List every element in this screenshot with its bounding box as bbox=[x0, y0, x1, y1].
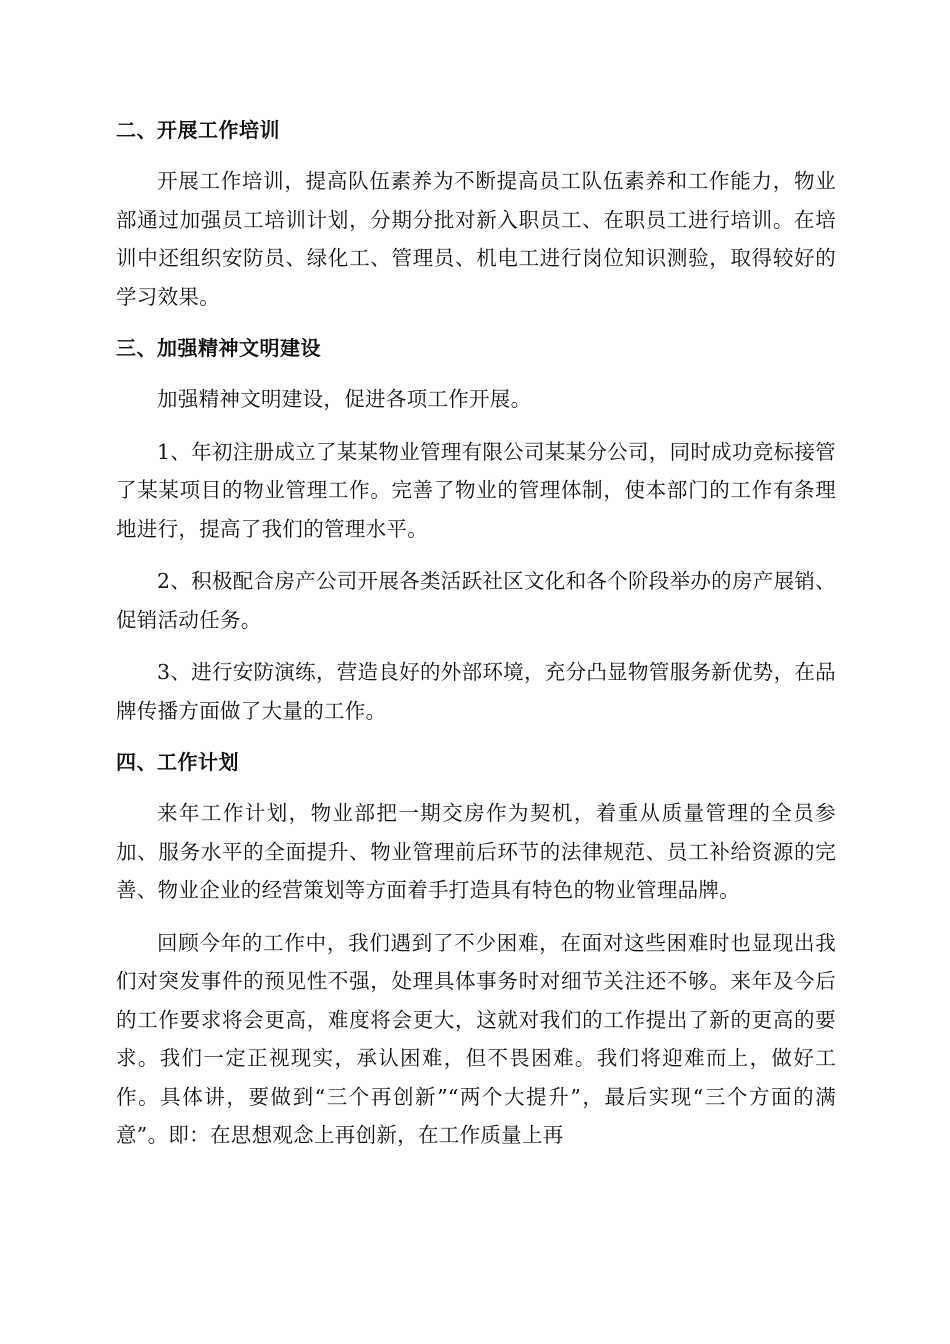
paragraph-civilization-item-3: 3、进行安防演练，营造良好的外部环境，充分凸显物管服务新优势，在品牌传播方面做了大量的工作。 bbox=[116, 660, 836, 723]
section-heading-work-plan: 四、工作计划 bbox=[116, 750, 239, 774]
document-page bbox=[116, 112, 836, 1169]
paragraph-civilization-item-2: 2、积极配合房产公司开展各类活跃社区文化和各个阶段举办的房产展销、促销活动任务。 bbox=[116, 569, 836, 632]
paragraph-civilization-intro: 加强精神文明建设，促进各项工作开展。 bbox=[157, 387, 532, 411]
section-heading-civilization: 三、加强精神文明建设 bbox=[116, 336, 321, 360]
paragraph-review: 回顾今年的工作中，我们遇到了不少困难，在面对这些困难时也显现出我们对突发事件的预见性不强，处理具体事务时对细节关注还不够。来年及今后的工作要求将会更高，难度将会更大，这就对我们的工作提出了新的更高的要求。我们一定正视现实，承认困难，但不畏困难。我们将迎难而上，做好工作。具体讲，要做到“三个再创新”“两个大提升”，最后实现“三个方面的满意”。即：在思想观念上再创新，在工作质量上再 bbox=[116, 930, 836, 1147]
paragraph-work-plan: 来年工作计划，物业部把一期交房作为契机，着重从质量管理的全员参加、服务水平的全面提升、物业管理前后环节的法律规范、员工补给资源的完善、物业企业的经营策划等方面着手打造具有特色的物业管理品牌。 bbox=[116, 801, 836, 902]
paragraph-training: 开展工作培训，提高队伍素养为不断提高员工队伍素养和工作能力，物业部通过加强员工培训计划，分期分批对新入职员工、在职员工进行培训。在培训中还组织安防员、绿化工、管理员、机电工进行岗位知识测验，取得较好的学习效果。 bbox=[116, 169, 836, 309]
paragraph-civilization-item-1: 1、年初注册成立了某某物业管理有限公司某某分公司，同时成功竞标接管了某某项目的物业管理工作。完善了物业的管理体制，使本部门的工作有条理地进行，提高了我们的管理水平。 bbox=[116, 439, 836, 541]
section-heading-training: 二、开展工作培训 bbox=[116, 118, 280, 142]
